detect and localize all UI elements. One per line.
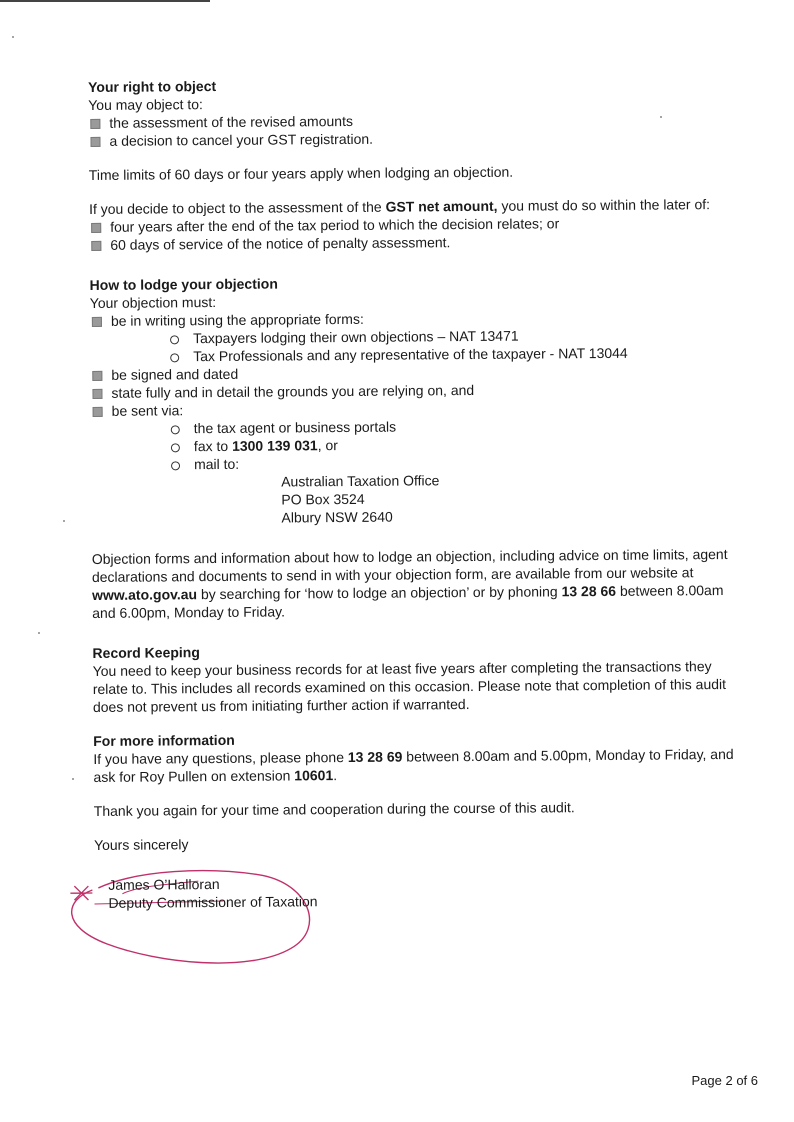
gst-objection-text: If you decide to object to the assessment of the GST net amount, you must do so within the later of: (88, 196, 711, 217)
section-heading: Record Keeping (92, 644, 200, 661)
square-bullet-icon (92, 371, 102, 381)
signatory-name: James O’Halloran (108, 875, 220, 893)
address-line: Australian Taxation Office (281, 472, 440, 490)
circle-bullet-icon (171, 443, 180, 452)
scan-speck (12, 36, 14, 38)
scan-speck (38, 632, 40, 634)
letter-body (88, 73, 745, 946)
sub-list-item: fax to 1300 139 031, or (91, 433, 741, 456)
address-line: Albury NSW 2640 (281, 508, 393, 526)
circle-bullet-icon (170, 335, 179, 344)
more-info-section (93, 727, 743, 786)
square-bullet-icon (91, 241, 101, 251)
record-keeping-section (92, 639, 743, 716)
how-to-lodge-section (90, 271, 743, 622)
time-limits-text: Time limits of 60 days or four years apply when lodging an objection. (88, 163, 514, 183)
address-line: PO Box 3524 (281, 490, 365, 508)
circle-bullet-icon (171, 425, 180, 434)
sub-list-item: the tax agent or business portals (91, 415, 741, 438)
square-bullet-icon (90, 137, 100, 147)
page-number: Page 2 of 6 (691, 1073, 758, 1088)
square-bullet-icon (92, 317, 102, 327)
circle-bullet-icon (170, 353, 179, 362)
mailing-address (91, 469, 741, 528)
square-bullet-icon (90, 119, 100, 129)
objection-forms-info: Objection forms and information about how to lodge an objection, including advice on time limits, agent declarations and documents to send in with your objection form, are available from our website at www.ato.gov.au by searching for ‘how to lodge an objection’ or by phoning 13 28 66 between 8.00am and 6.00pm, Monday to Friday. (91, 545, 728, 621)
sub-list-item: Tax Professionals and any representative of the taxpayer - NAT 13044 (90, 343, 740, 366)
top-rule (0, 0, 210, 2)
website-link: www.ato.gov.au (91, 586, 198, 603)
list-item: 60 days of service of the notice of penalty assessment. (89, 231, 739, 254)
intro-text: You may object to: (88, 96, 203, 113)
scan-speck (63, 520, 65, 522)
list-item: state fully and in detail the grounds you are relying on, and (90, 379, 740, 402)
list-item: four years after the end of the tax period to which the decision relates; or (89, 213, 739, 236)
right-to-object-section (88, 73, 739, 254)
intro-text: Your objection must: (89, 294, 217, 311)
signature-block (94, 871, 745, 946)
section-heading: How to lodge your objection (89, 275, 278, 293)
sub-list-item: mail to: (91, 451, 741, 474)
list-item: a decision to cancel your GST registration. (88, 127, 738, 150)
square-bullet-icon (91, 223, 101, 233)
circle-bullet-icon (171, 461, 180, 470)
scan-speck (72, 778, 74, 780)
list-item: be sent via: (91, 397, 741, 420)
section-heading: For more information (93, 731, 235, 749)
more-info-text: If you have any questions, please phone 13 28 69 between 8.00am and 5.00pm, Monday to Friday, and ask for Roy Pullen on extension 10601. (93, 745, 734, 785)
sub-list-item: Taxpayers lodging their own objections – NAT 13471 (90, 325, 740, 348)
square-bullet-icon (93, 407, 103, 417)
list-item: the assessment of the revised amounts (88, 109, 738, 132)
sign-off: Yours sincerely (93, 836, 189, 853)
record-keeping-text: You need to keep your business records for at least five years after completing the transactions they relate to. This includes all records examined on this occasion. Please note that completion of this audit does not prevent us from initiating further action if warranted. (92, 658, 727, 715)
section-heading: Your right to object (88, 77, 217, 95)
square-bullet-icon (92, 389, 102, 399)
list-item: be in writing using the appropriate forms: (90, 307, 740, 330)
thanks-text: Thank you again for your time and cooperation during the course of this audit. (93, 799, 575, 819)
list-item: be signed and dated (90, 361, 740, 384)
signatory-title: Deputy Commissioner of Taxation (108, 893, 318, 911)
